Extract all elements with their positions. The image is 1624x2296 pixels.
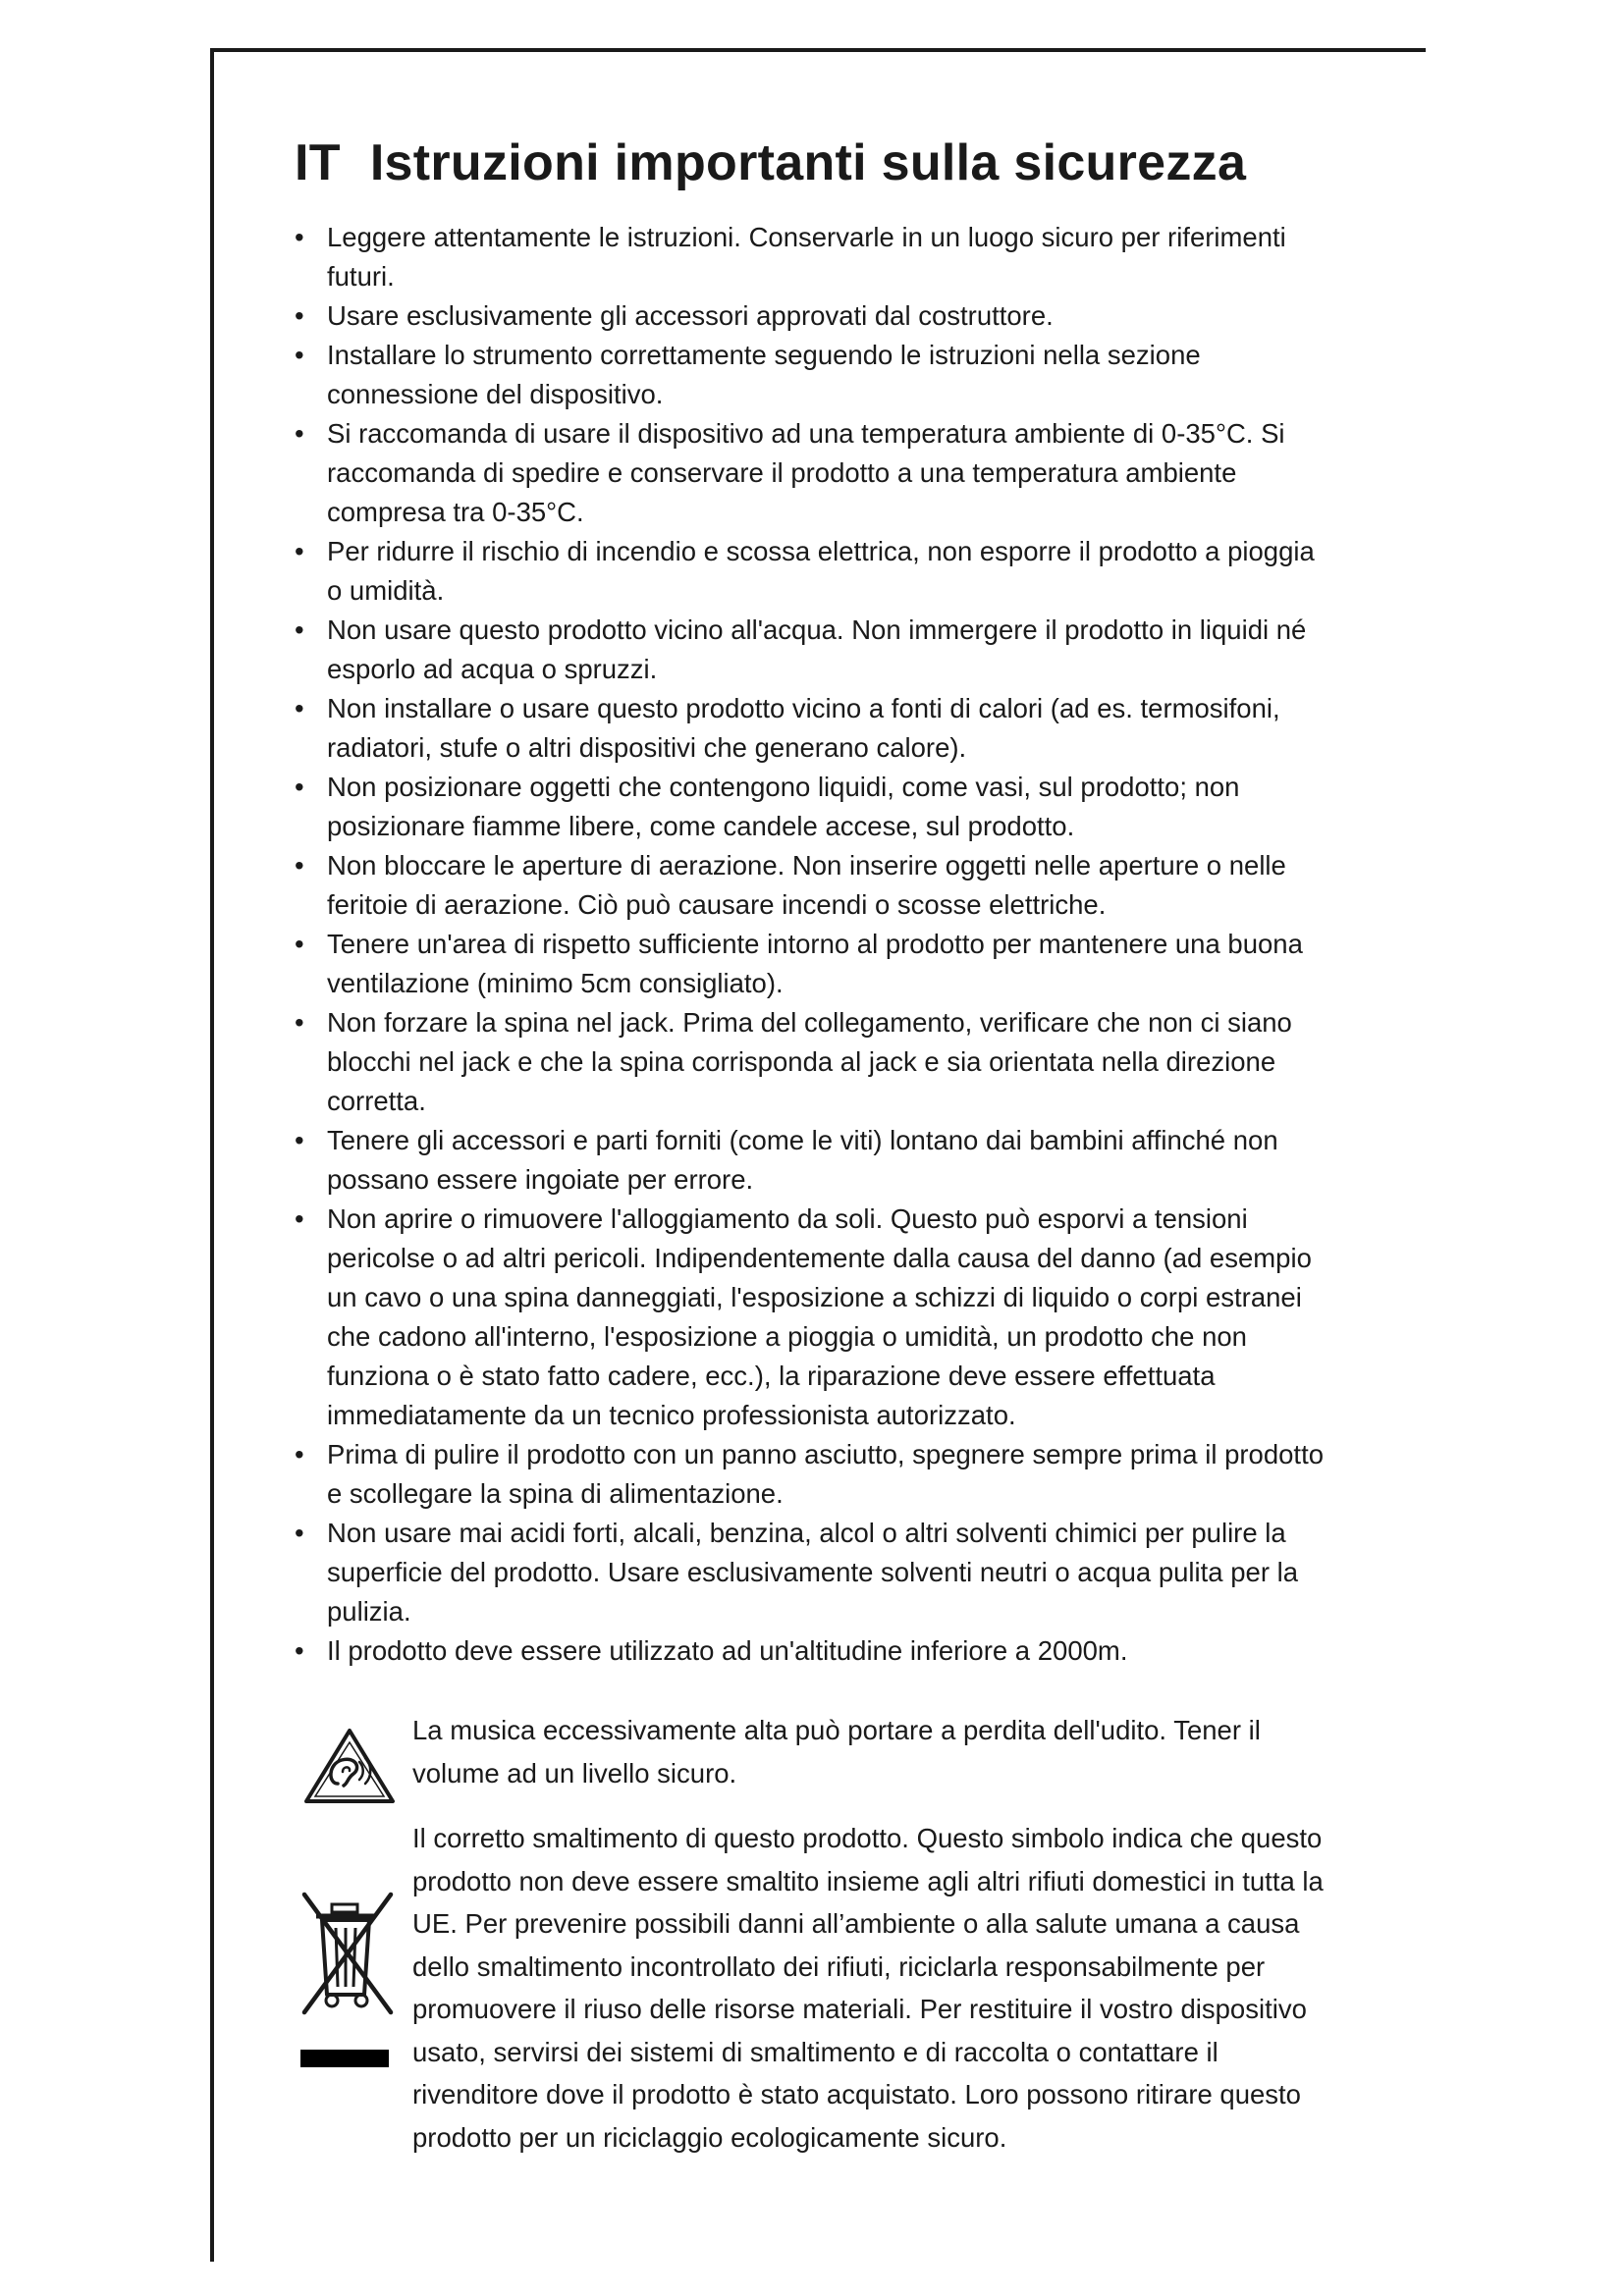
instruction-item bbox=[295, 611, 1326, 689]
instruction-text: Non bloccare le aperture di aerazione. Non inserire oggetti nelle aperture o nelle feritoie di aerazione. Ciò può causare incendi o scosse elettriche. bbox=[327, 850, 1286, 920]
instruction-text: Si raccomanda di usare il dispositivo ad una temperatura ambiente di 0-35°C. Si raccomanda di spedire e conservare il prodotto a una temperatura ambiente compresa tra 0-35°C. bbox=[327, 418, 1285, 527]
title-text: Istruzioni importanti sulla sicurezza bbox=[369, 134, 1247, 191]
instruction-item bbox=[295, 768, 1326, 846]
instruction-item bbox=[295, 1514, 1326, 1631]
safety-instructions-list bbox=[295, 218, 1326, 1671]
bullet: • bbox=[295, 536, 304, 566]
hearing-warning-icon bbox=[302, 1727, 397, 1805]
bullet: • bbox=[295, 929, 304, 959]
bullet: • bbox=[295, 1203, 304, 1234]
bullet: • bbox=[295, 1125, 304, 1155]
bullet: • bbox=[295, 418, 304, 449]
bullet: • bbox=[295, 340, 304, 370]
instruction-text: Non installare o usare questo prodotto vicino a fonti di calori (ad es. termosifoni, radiatori, stufe o altri dispositivi che generano calore). bbox=[327, 693, 1280, 763]
instruction-text: Prima di pulire il prodotto con un panno asciutto, spegnere sempre prima il prodotto e scollegare la spina di alimentazione. bbox=[327, 1439, 1325, 1509]
bullet: • bbox=[295, 1439, 304, 1469]
bullet: • bbox=[295, 1635, 304, 1666]
hearing-warning-section bbox=[295, 1709, 1326, 1794]
instruction-text: Usare esclusivamente gli accessori approvati dal costruttore. bbox=[327, 300, 1054, 331]
page-title bbox=[295, 133, 1246, 192]
bullet: • bbox=[295, 693, 304, 723]
instruction-text: Non usare questo prodotto vicino all'acqua. Non immergere il prodotto in liquidi né esporlo ad acqua o spruzzi. bbox=[327, 614, 1307, 684]
instruction-item bbox=[295, 296, 1326, 336]
frame-left-rule bbox=[210, 48, 214, 2262]
instruction-text: Tenere gli accessori e parti forniti (come le viti) lontano dai bambini affinché non possano essere ingoiate per errore. bbox=[327, 1125, 1278, 1195]
hearing-warning-text: La musica eccessivamente alta può portare a perdita dell'udito. Tener il volume ad un livello sicuro. bbox=[412, 1715, 1261, 1789]
instruction-item bbox=[295, 925, 1326, 1003]
bullet: • bbox=[295, 1007, 304, 1038]
bullet: • bbox=[295, 300, 304, 331]
instruction-text: Non aprire o rimuovere l'alloggiamento da soli. Questo può esporvi a tensioni pericolse o ad altri pericoli. Indipendentemente dalla causa del danno (ad esempio un cavo o una spina danneggiati, l'esposizione a schizzi di liquido o corpi estranei che cadono all'interno, l'esposizione a pioggia o umidità, un prodotto che non funziona o è stato fatto cadere, ecc.), la riparazione deve essere effettuata immediatamente da un tecnico professionista autorizzato. bbox=[327, 1203, 1312, 1430]
crossed-bin-icon bbox=[295, 1891, 403, 2077]
instruction-item bbox=[295, 1003, 1326, 1121]
instruction-text: Installare lo strumento correttamente seguendo le istruzioni nella sezione connessione del dispositivo. bbox=[327, 340, 1201, 409]
instruction-item bbox=[295, 414, 1326, 532]
instruction-text: Il prodotto deve essere utilizzato ad un'altitudine inferiore a 2000m. bbox=[327, 1635, 1128, 1666]
instruction-item bbox=[295, 1631, 1326, 1671]
language-code: IT bbox=[295, 134, 341, 191]
bullet: • bbox=[295, 850, 304, 881]
disposal-notice-section bbox=[295, 1817, 1326, 2159]
bullet: • bbox=[295, 222, 304, 252]
instruction-item bbox=[295, 336, 1326, 414]
instruction-item bbox=[295, 532, 1326, 611]
bullet: • bbox=[295, 1518, 304, 1548]
instruction-text: Non forzare la spina nel jack. Prima del collegamento, verificare che non ci siano blocchi nel jack e che la spina corrisponda al jack e sia orientata nella direzione corretta. bbox=[327, 1007, 1292, 1116]
instruction-text: Non usare mai acidi forti, alcali, benzina, alcol o altri solventi chimici per pulire la superficie del prodotto. Usare esclusivamente solventi neutri o acqua pulita per la pulizia. bbox=[327, 1518, 1299, 1627]
instruction-item bbox=[295, 1121, 1326, 1200]
instruction-item bbox=[295, 689, 1326, 768]
disposal-notice-text: Il corretto smaltimento di questo prodotto. Questo simbolo indica che questo prodotto non deve essere smaltito insieme agli altri rifiuti domestici in tutta la UE. Per prevenire possibili danni all’ambiente o alla salute umana a causa dello smaltimento incontrollato dei rifiuti, riciclarla responsabilmente per promuovere il riuso delle risorse materiali. Per restituire il vostro dispositivo usato, servirsi dei sistemi di smaltimento e di raccolta o contattare il rivenditore dove il prodotto è stato acquistato. Loro possono ritirare questo prodotto per un riciclaggio ecologicamente sicuro. bbox=[412, 1823, 1324, 2153]
instruction-item bbox=[295, 1435, 1326, 1514]
bullet: • bbox=[295, 614, 304, 645]
instruction-item bbox=[295, 1200, 1326, 1435]
frame-top-rule bbox=[210, 48, 1426, 52]
bullet: • bbox=[295, 772, 304, 802]
instruction-text: Leggere attentamente le istruzioni. Conservarle in un luogo sicuro per riferimenti futuri. bbox=[327, 222, 1286, 292]
instruction-text: Tenere un'area di rispetto sufficiente intorno al prodotto per mantenere una buona ventilazione (minimo 5cm consigliato). bbox=[327, 929, 1303, 998]
instruction-item bbox=[295, 846, 1326, 925]
instruction-text: Non posizionare oggetti che contengono liquidi, come vasi, sul prodotto; non posizionare fiamme libere, come candele accese, sul prodotto. bbox=[327, 772, 1240, 841]
instruction-item bbox=[295, 218, 1326, 296]
instruction-text: Per ridurre il rischio di incendio e scossa elettrica, non esporre il prodotto a pioggia o umidità. bbox=[327, 536, 1315, 606]
